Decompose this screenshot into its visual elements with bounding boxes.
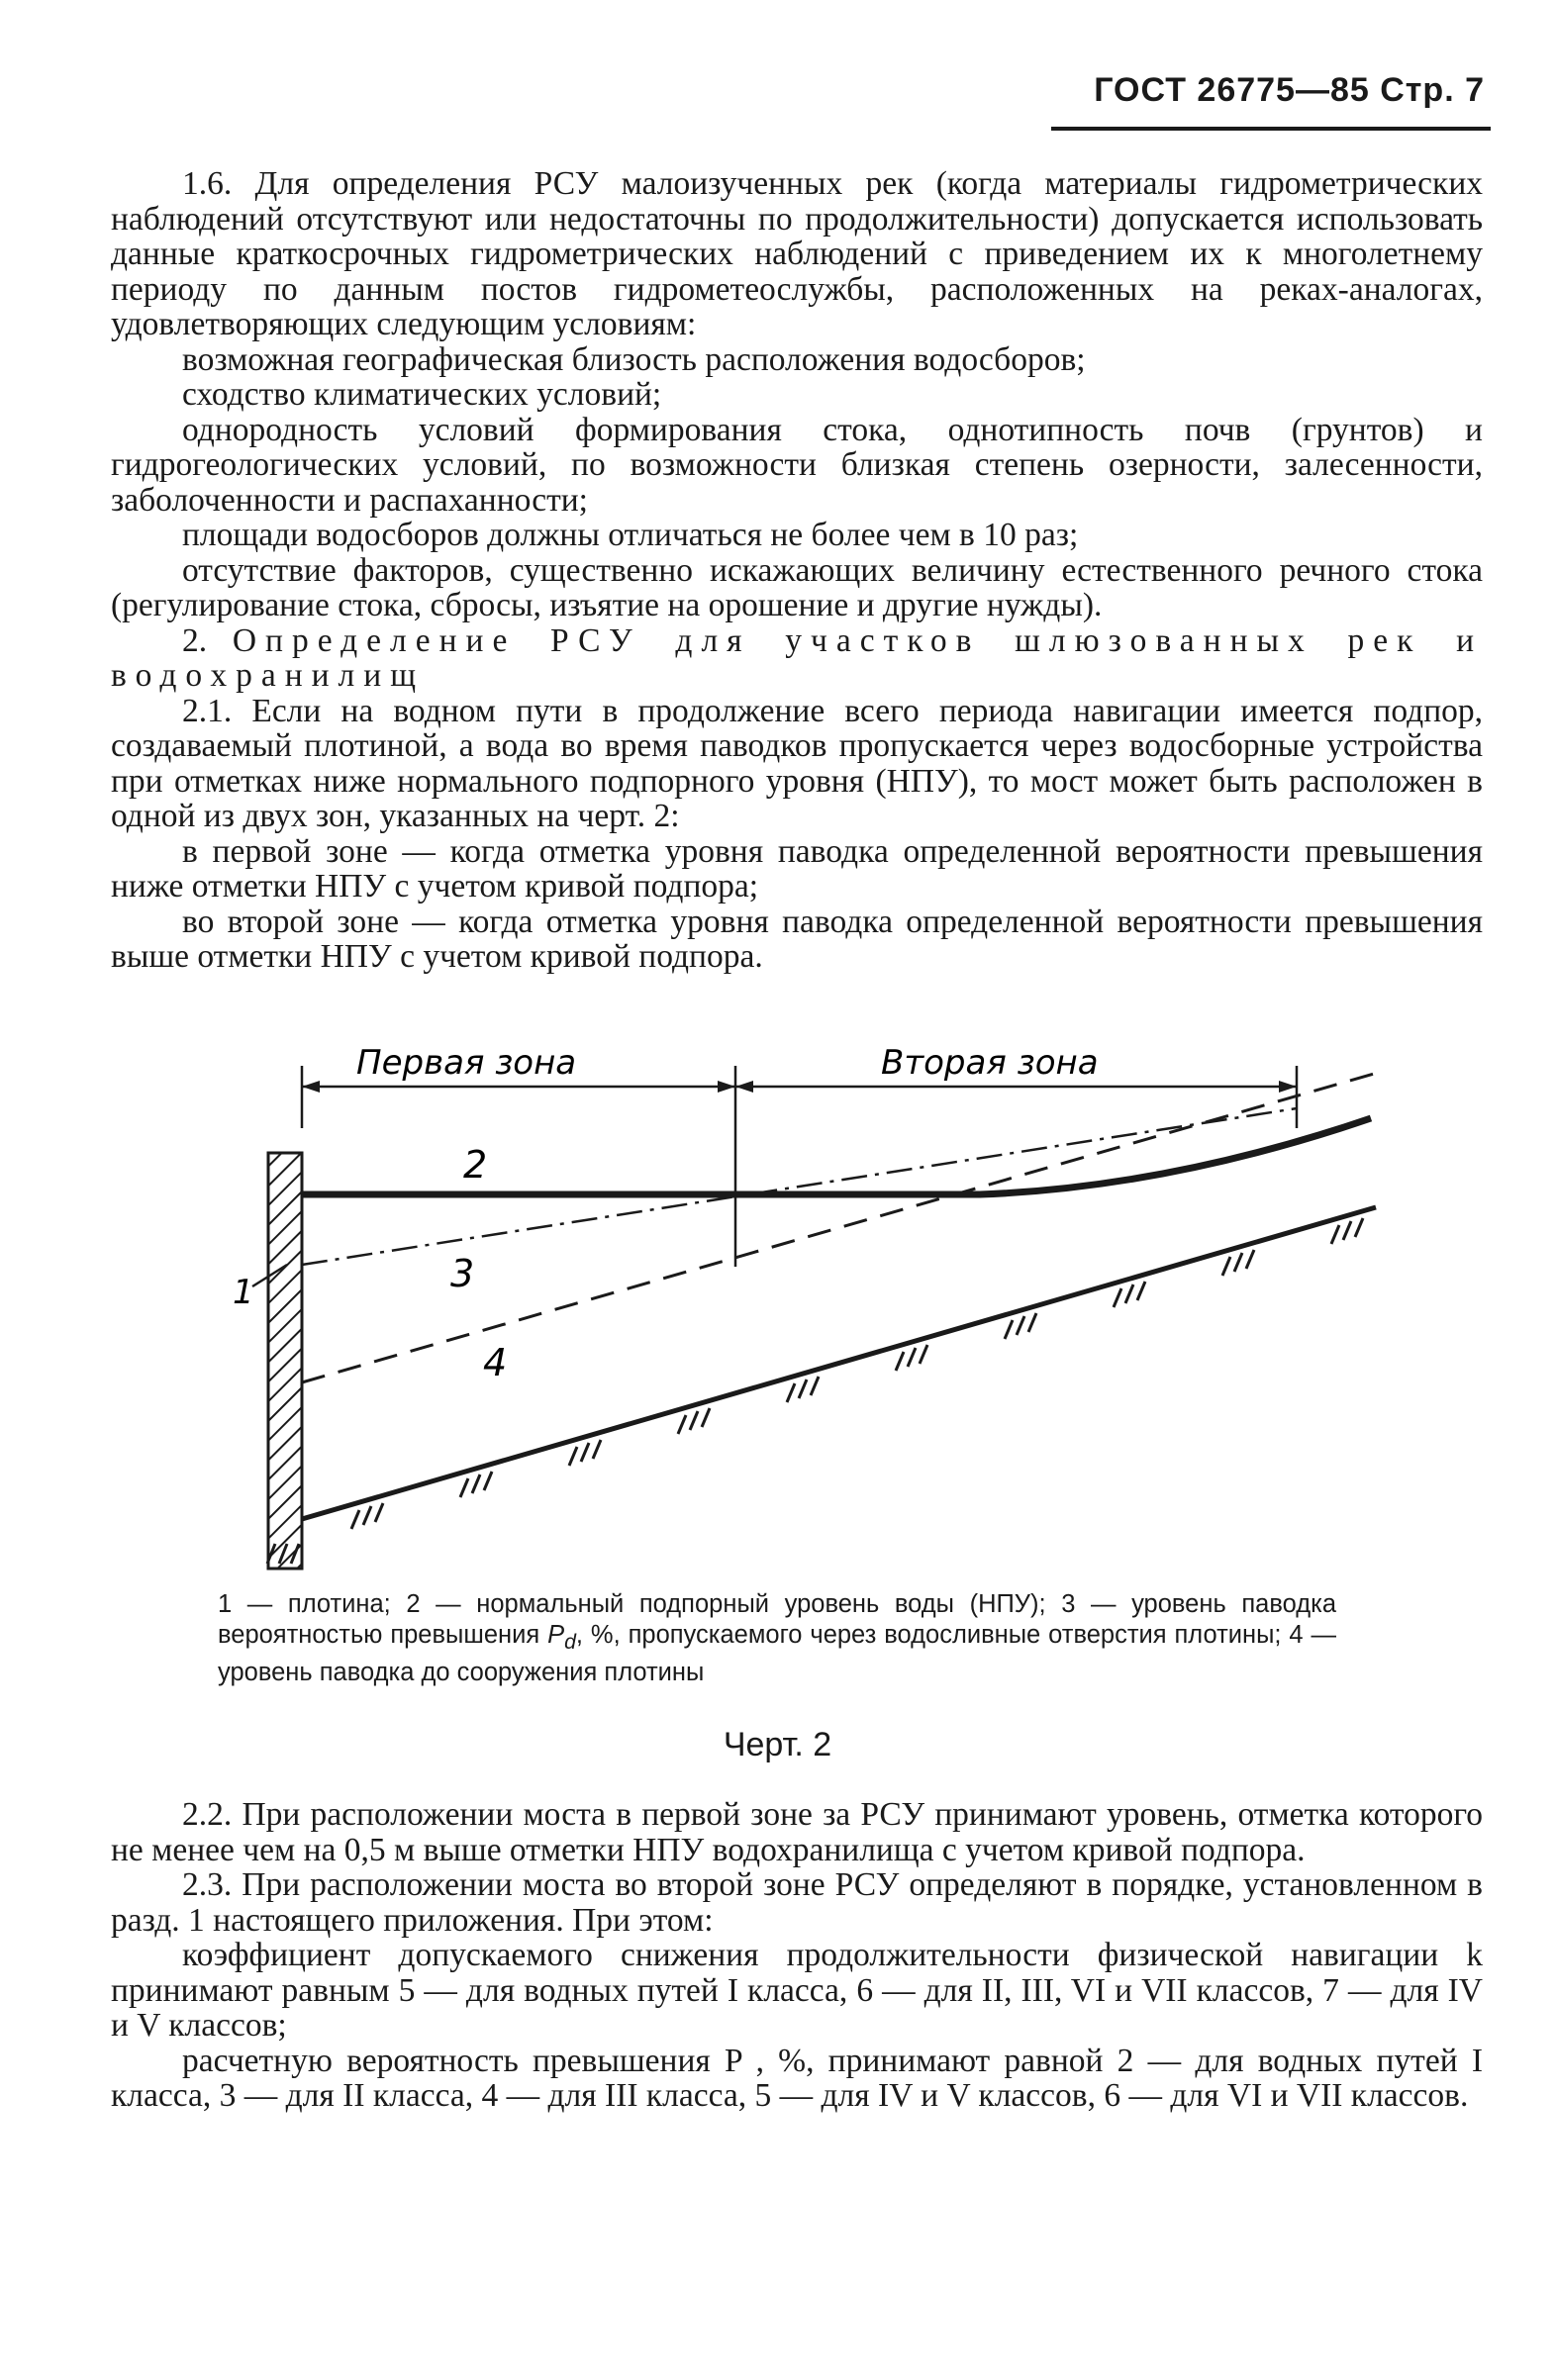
- figure-caption: [218, 1589, 1336, 1688]
- zone-2-label: Вторая зона: [881, 1043, 1099, 1083]
- header-rule: [1051, 127, 1491, 131]
- arrowhead: [302, 1081, 320, 1093]
- caption-part-a: 1 — плотина; 2 — нормальный подпорный уровень воды (НПУ); 3 — уровень паводка вероятностью превышения: [218, 1590, 1336, 1649]
- zone-1-description: в первой зоне — когда отметка уровня паводка определенной вероятности превышения ниже отметки НПУ с учетом кривой подпора;: [111, 832, 1483, 904]
- condition-4: площади водосборов должны отличаться не более чем в 10 раз;: [182, 517, 1079, 553]
- figure-label-2: 2: [463, 1143, 488, 1187]
- arrowhead: [718, 1081, 735, 1093]
- figure-label-4: 4: [483, 1341, 508, 1384]
- npu-level-line: [302, 1118, 1371, 1194]
- ground-hatching: [267, 1218, 1363, 1564]
- dam-body: [268, 1153, 302, 1569]
- top-text-block: [111, 166, 1483, 975]
- probability-paragraph: расчетную вероятность превышения P , %, принимают равной 2 — для водных путей I класса, 3 — для II класса, 4 — для III класса, 5 — для IV и V классов, 6 — для VI и VII классов.: [111, 2042, 1483, 2114]
- condition-2: сходство климатических условий;: [182, 376, 662, 413]
- figure-label-3: 3: [450, 1252, 475, 1295]
- figure-dam-zones: [228, 1029, 1396, 1583]
- paragraph-2-1: 2.1. Если на водном пути в продолжение всего периода навигации имеется подпор, создаваемый плотиной, а вода во время паводков пропускается через водосборные устройства при отметках ниже нормального подпорного уровня (НПУ), то мост может быть расположен в одной из двух зон, указанных на черт. 2:: [111, 692, 1483, 834]
- section-2-number: 2.: [182, 621, 208, 659]
- condition-1: возможная географическая близость расположения водосборов;: [182, 340, 1086, 378]
- coefficient-paragraph: коэффициент допускаемого снижения продолжительности физической навигации k принимают равным 5 — для водных путей I класса, 6 — для II, III, VI и VII классов, 7 — для IV и V классов;: [111, 1937, 1483, 2044]
- zone-1-label: Первая зона: [356, 1043, 577, 1083]
- caption-p-subscript: d: [564, 1630, 576, 1655]
- flood-level-before-dam-line: [302, 1072, 1381, 1382]
- section-2-heading: [111, 623, 1483, 694]
- condition-3: однородность условий формирования стока, однотипность почв (грунтов) и гидрогеологических условий, по возможности близкая степень озерности, залесенности, заболоченности и распаханности;: [111, 411, 1483, 519]
- caption-part-b: , %, пропускаемого через водосливные отверстия плотины; 4 — уровень паводка до сооружения плотины: [218, 1621, 1337, 1687]
- condition-5: отсутствие факторов, существенно искажающих величину естественного речного стока (регулирование стока, сбросы, изъятие на орошение и другие нужды).: [111, 551, 1483, 623]
- caption-p-symbol: P: [547, 1621, 565, 1649]
- arrowhead: [735, 1081, 753, 1093]
- paragraph-2-2: 2.2. При расположении моста в первой зоне за РСУ принимают уровень, отметка которого не менее чем на 0,5 м выше отметки НПУ водохранилища с учетом кривой подпора.: [111, 1796, 1483, 1868]
- figure-number: Черт. 2: [723, 1726, 832, 1763]
- paragraph-1-6: 1.6. Для определения РСУ малоизученных рек (когда материалы гидрометрических наблюдений отсутствуют или недостаточны по продолжительности) допускается использовать данные краткосрочных гидрометрических наблюдений с приведением их к многолетнему периоду по данным постов гидрометеослужбы, расположенных на реках-аналогах, удовлетворяющих следующим условиям:: [111, 165, 1483, 342]
- flood-level-with-dam-line: [302, 1108, 1297, 1265]
- bottom-text-block: [111, 1797, 1483, 2114]
- figure-label-1: 1: [233, 1273, 254, 1312]
- page-header: ГОСТ 26775—85 Стр. 7: [1094, 71, 1485, 109]
- zone-2-description: во второй зоне — когда отметка уровня паводка определенной вероятности превышения выше отметки НПУ с учетом кривой подпора.: [111, 903, 1483, 975]
- arrowhead: [1279, 1081, 1297, 1093]
- paragraph-2-3: 2.3. При расположении моста во второй зоне РСУ определяют в порядке, установленном в разд. 1 настоящего приложения. При этом:: [111, 1866, 1483, 1939]
- section-2-title: Определение РСУ для участков шлюзованных рек и водохранилищ: [111, 621, 1483, 694]
